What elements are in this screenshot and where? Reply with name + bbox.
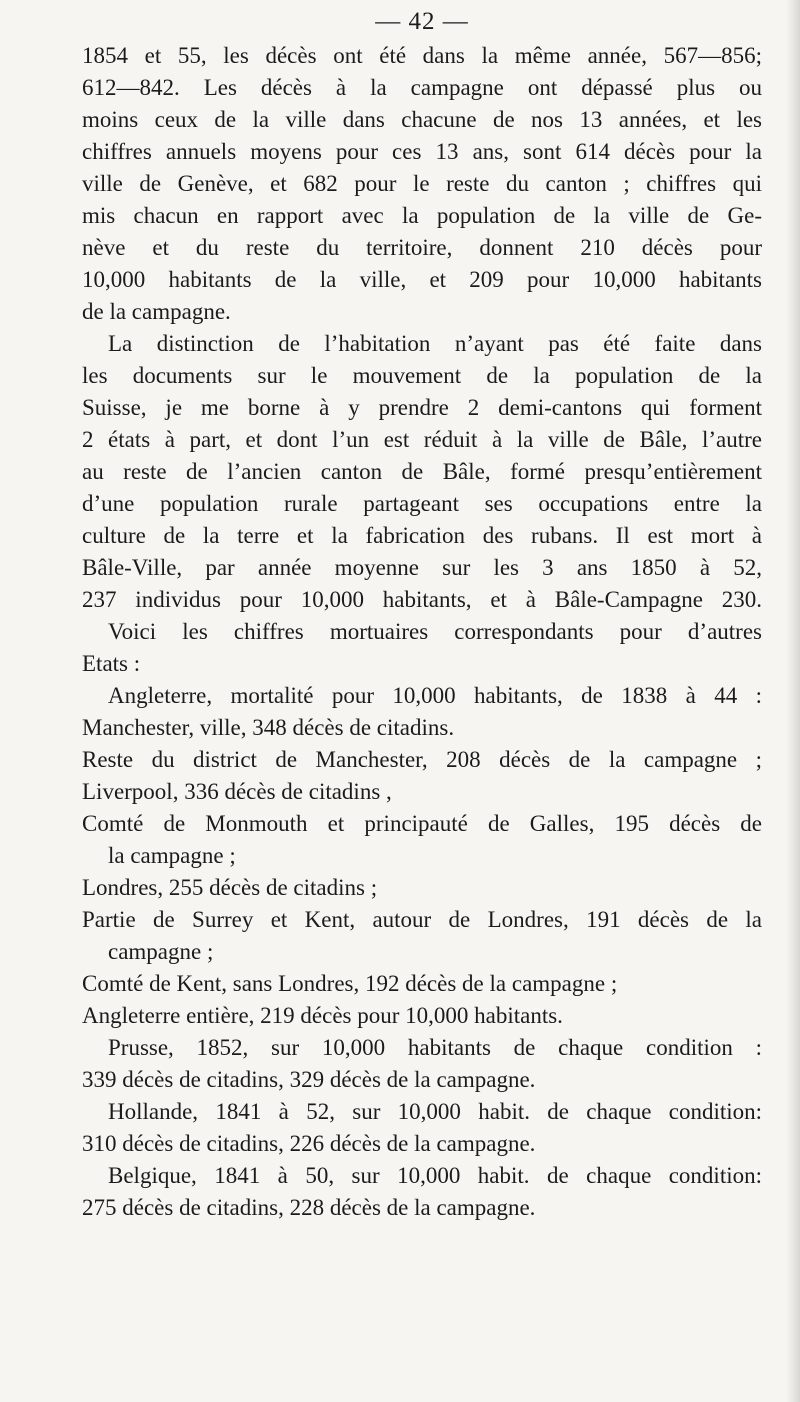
text-line: La distinction de l’habitation n’ayant pas été faite dans [108, 331, 762, 356]
text-line: d’une population rurale partageant ses occupations entre la [82, 491, 762, 516]
text-line: Reste du district de Manchester, 208 décès de la campagne ; [82, 747, 762, 772]
text-line: nève et du reste du territoire, donnent 210 décès pour [82, 235, 762, 260]
text-line: Londres, 255 décès de citadins ; [82, 875, 378, 900]
text-line: Comté de Kent, sans Londres, 192 décès de la campagne ; [82, 971, 618, 996]
text-line: Hollande, 1841 à 52, sur 10,000 habit. de chaque condition: [108, 1099, 762, 1124]
text-line: les documents sur le mouvement de la population de la [82, 363, 762, 388]
text-line: Prusse, 1852, sur 10,000 habitants de chaque condition : [108, 1035, 762, 1060]
page-edge-shadow [786, 0, 800, 1402]
text-line: au reste de l’ancien canton de Bâle, formé presqu’entièrement [82, 459, 762, 484]
text-line: Angleterre entière, 219 décès pour 10,000 habitants. [82, 1003, 563, 1028]
text-line: chiffres annuels moyens pour ces 13 ans, sont 614 décès pour la [82, 139, 762, 164]
text-line: campagne ; [108, 939, 214, 964]
text-line: 1854 et 55, les décès ont été dans la même année, 567—856; [82, 43, 762, 68]
page-number: — 42 — [375, 8, 469, 35]
text-line: 275 décès de citadins, 228 décès de la campagne. [82, 1195, 536, 1220]
text-line: la campagne ; [108, 843, 236, 868]
text-line: ville de Genève, et 682 pour le reste du canton ; chiffres qui [82, 171, 762, 196]
text-line: culture de la terre et la fabrication des rubans. Il est mort à [82, 523, 762, 548]
text-line: de la campagne. [82, 299, 231, 324]
text-line: Partie de Surrey et Kent, autour de Londres, 191 décès de la [82, 907, 762, 932]
text-line: Liverpool, 336 décès de citadins , [82, 779, 392, 804]
text-line: moins ceux de la ville dans chacune de nos 13 années, et les [82, 107, 762, 132]
text-line: mis chacun en rapport avec la population de la ville de Ge- [82, 203, 762, 228]
text-line: 237 individus pour 10,000 habitants, et à Bâle-Campagne 230. [82, 587, 762, 612]
text-line: 612—842. Les décès à la campagne ont dépassé plus ou [82, 75, 762, 100]
text-line: 10,000 habitants de la ville, et 209 pour 10,000 habitants [82, 267, 762, 292]
text-line: Voici les chiffres mortuaires correspondants pour d’autres [108, 619, 762, 644]
text-line: 339 décès de citadins, 329 décès de la campagne. [82, 1067, 536, 1092]
text-line: Belgique, 1841 à 50, sur 10,000 habit. de chaque condition: [108, 1163, 762, 1188]
text-line: Suisse, je me borne à y prendre 2 demi-cantons qui forment [82, 395, 762, 420]
text-line: 2 états à part, et dont l’un est réduit à la ville de Bâle, l’autre [82, 427, 762, 452]
text-line: Angleterre, mortalité pour 10,000 habitants, de 1838 à 44 : [108, 683, 762, 708]
text-line: Etats : [82, 651, 141, 676]
page-text [82, 40, 762, 1224]
text-line: Manchester, ville, 348 décès de citadins. [82, 715, 455, 740]
text-line: Comté de Monmouth et principauté de Galles, 195 décès de [82, 811, 762, 836]
book-page [82, 0, 762, 1402]
text-line: 310 décès de citadins, 226 décès de la campagne. [82, 1131, 536, 1156]
text-line: Bâle-Ville, par année moyenne sur les 3 ans 1850 à 52, [82, 555, 762, 580]
